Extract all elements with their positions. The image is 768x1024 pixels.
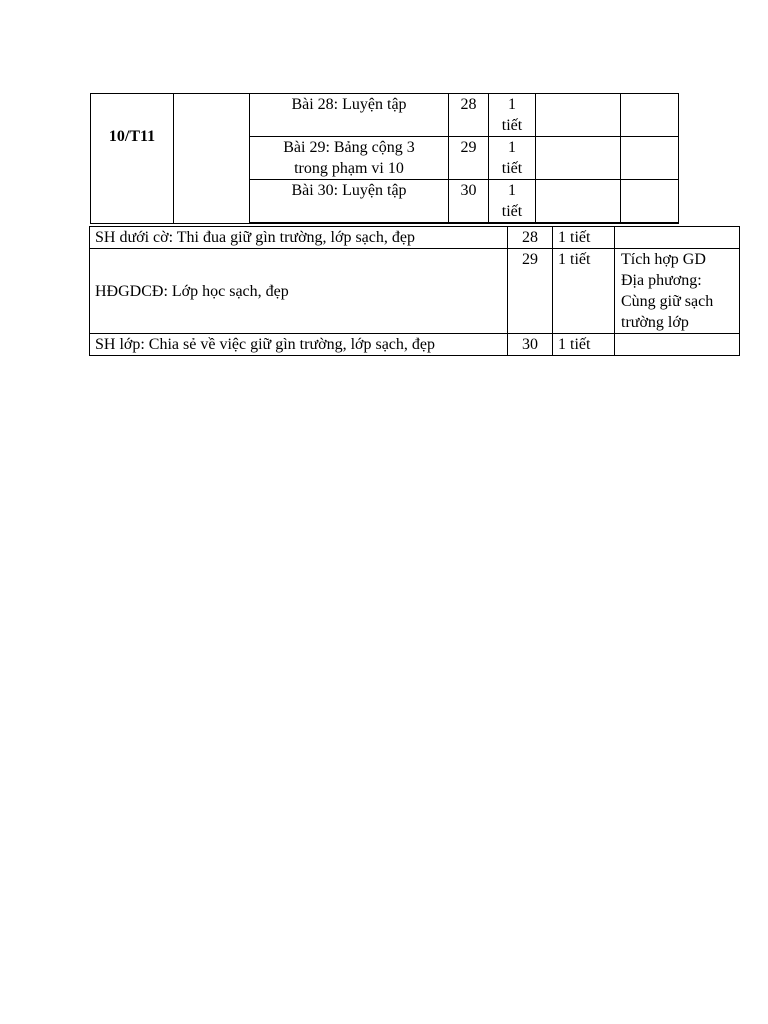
activity-cell: HĐGDCĐ: Lớp học sạch, đẹp [90, 249, 508, 334]
week-cell: 10/T11 [91, 94, 174, 224]
activity-number-cell: 28 [508, 227, 553, 249]
activity-cell: SH dưới cờ: Thi đua giữ gìn trường, lớp sạch, đẹp [90, 227, 508, 249]
lesson-title-cell: Bài 30: Luyện tập [250, 180, 449, 224]
note-line: Cùng giữ sạch [621, 293, 714, 310]
empty-cell [536, 94, 621, 137]
empty-cell [621, 180, 679, 224]
duration-count: 1 [508, 139, 516, 156]
lesson-title-cell [250, 137, 449, 180]
note-line: trường lớp [621, 314, 689, 331]
activity-duration-cell: 1 tiết [553, 227, 615, 249]
lesson-title-cell: Bài 28: Luyện tập [250, 94, 449, 137]
lesson-duration-cell [489, 94, 536, 137]
activity-duration-cell: 1 tiết [553, 249, 615, 334]
duration-unit: tiết [501, 117, 523, 134]
note-line: Địa phương: [621, 272, 702, 289]
lesson-title-line: Bài 29: Bảng cộng 3 [283, 139, 415, 156]
empty-cell [536, 137, 621, 180]
lesson-number-cell: 28 [449, 94, 489, 137]
empty-subject-cell [174, 94, 250, 224]
empty-cell [536, 180, 621, 224]
lesson-number-cell: 29 [449, 137, 489, 180]
activity-cell: SH lớp: Chia sẻ về việc giữ gìn trường, lớp sạch, đẹp [90, 334, 508, 356]
duration-count: 1 [508, 182, 516, 199]
lesson-title-line: trong phạm vi 10 [294, 160, 404, 177]
empty-note-cell [615, 334, 740, 356]
activity-note-cell [615, 249, 740, 334]
lesson-duration-cell [489, 137, 536, 180]
duration-count: 1 [508, 96, 516, 113]
duration-unit: tiết [501, 203, 523, 220]
activity-schedule-table [89, 226, 740, 356]
lesson-number-cell: 30 [449, 180, 489, 224]
note-line: Tích hợp GD [621, 251, 706, 268]
lesson-schedule-table [90, 93, 679, 224]
activity-number-cell: 29 [508, 249, 553, 334]
duration-unit: tiết [501, 160, 523, 177]
lesson-duration-cell [489, 180, 536, 224]
activity-duration-cell: 1 tiết [553, 334, 615, 356]
empty-cell [621, 94, 679, 137]
empty-cell [621, 137, 679, 180]
empty-note-cell [615, 227, 740, 249]
activity-number-cell: 30 [508, 334, 553, 356]
